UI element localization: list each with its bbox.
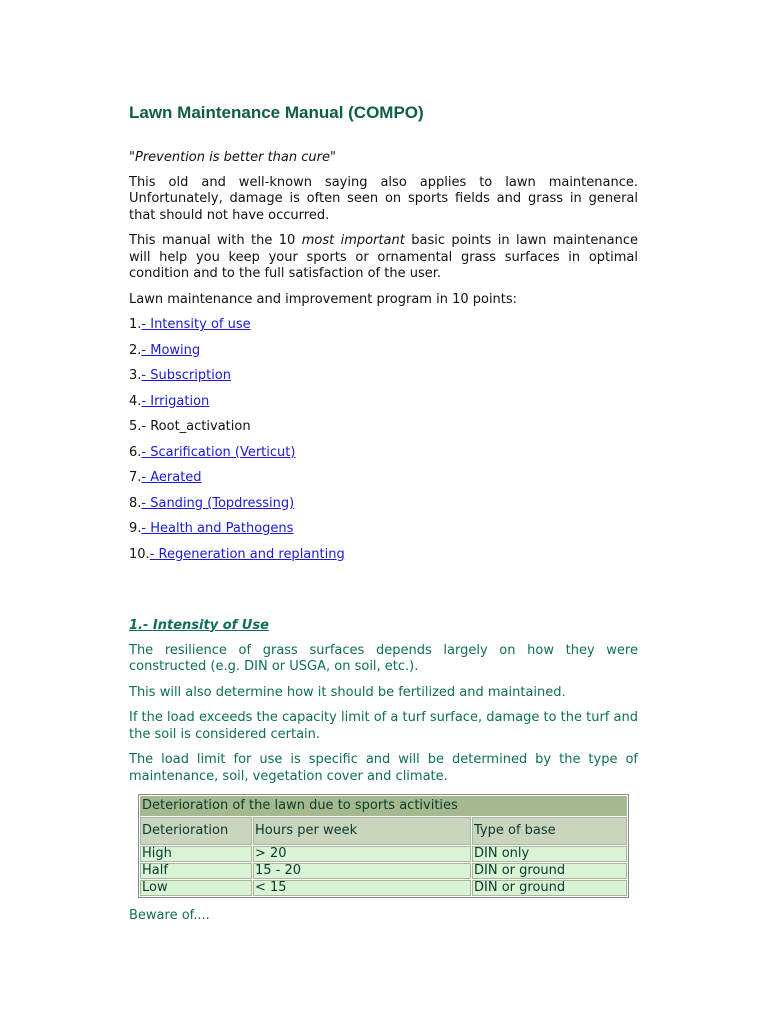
section-paragraph-4: The load limit for use is specific and will be determined by the type of maintenance, soil, vegetation cover and climate. bbox=[129, 752, 638, 784]
section-heading: 1.- Intensity of Use bbox=[129, 617, 269, 633]
toc-item-root-activation bbox=[129, 419, 638, 435]
document-content bbox=[129, 103, 638, 934]
toc-number: 10. bbox=[129, 546, 150, 562]
toc-link-intensity-of-use[interactable]: - Intensity of use bbox=[141, 317, 251, 332]
intro-paragraph-2-emphasis: most important bbox=[301, 233, 405, 248]
toc-link-subscription[interactable]: - Subscription bbox=[141, 368, 232, 383]
toc-item-subscription bbox=[129, 368, 638, 384]
toc-number: 8. bbox=[129, 495, 142, 511]
toc-link-sanding[interactable]: - Sanding (Topdressing) bbox=[141, 495, 295, 511]
table-cell: Low bbox=[140, 880, 252, 896]
toc-label-root-activation: - Root_activation bbox=[141, 419, 251, 434]
quote-close-mark: " bbox=[329, 150, 336, 165]
table-row bbox=[140, 846, 627, 862]
page-title: Lawn Maintenance Manual (COMPO) bbox=[129, 103, 424, 122]
tagline-quote bbox=[129, 150, 638, 167]
section-paragraph-2: This will also determine how it should be fertilized and maintained. bbox=[129, 684, 566, 700]
table-row bbox=[140, 863, 627, 879]
table-caption: Deterioration of the lawn due to sports activities bbox=[140, 796, 627, 816]
column-header-hours: Hours per week bbox=[253, 817, 471, 845]
toc-link-regeneration[interactable]: - Regeneration and replanting bbox=[149, 546, 345, 562]
toc-number: 4. bbox=[129, 393, 142, 409]
table-cell: High bbox=[140, 846, 252, 862]
table-of-contents bbox=[129, 317, 638, 563]
toc-number: 6. bbox=[129, 444, 142, 460]
toc-item-mowing bbox=[129, 343, 638, 359]
toc-number: 7. bbox=[129, 470, 142, 485]
toc-number: 3. bbox=[129, 368, 142, 383]
toc-item-health bbox=[129, 521, 638, 537]
table-cell: 15 - 20 bbox=[253, 863, 471, 879]
table-caption-row bbox=[140, 796, 627, 816]
toc-link-health[interactable]: - Health and Pathogens bbox=[141, 521, 294, 536]
section-paragraph-3: If the load exceeds the capacity limit of a turf surface, damage to the turf and the soil is considered certain. bbox=[129, 710, 638, 742]
toc-item-scarification bbox=[129, 445, 638, 461]
toc-item-sanding bbox=[129, 496, 638, 512]
column-header-base: Type of base bbox=[472, 817, 627, 845]
toc-link-irrigation[interactable]: - Irrigation bbox=[141, 393, 210, 409]
quote-text: Prevention is better than cure bbox=[134, 150, 330, 165]
table-header-row bbox=[140, 817, 627, 845]
table-cell: DIN or ground bbox=[472, 880, 627, 896]
table-cell: > 20 bbox=[253, 846, 471, 862]
toc-link-mowing[interactable]: - Mowing bbox=[141, 342, 201, 358]
toc-item-aerated bbox=[129, 470, 638, 486]
table-cell: Half bbox=[140, 863, 252, 879]
section-intensity-of-use bbox=[129, 618, 638, 925]
quote-open-mark: " bbox=[129, 150, 135, 165]
intro-paragraph-1: This old and well-known saying also applies to lawn maintenance. Unfortunately, damage is often seen on sports fields and grass in general that should not have occurred. bbox=[129, 174, 638, 223]
table-cell: < 15 bbox=[253, 880, 471, 896]
table-cell: DIN only bbox=[472, 846, 627, 862]
toc-number: 2. bbox=[129, 342, 142, 358]
toc-link-scarification[interactable]: - Scarification (Verticut) bbox=[141, 444, 296, 460]
closing-text: Beware of.... bbox=[129, 908, 210, 923]
toc-number: 1. bbox=[129, 317, 142, 332]
intro-paragraph-2 bbox=[129, 233, 638, 283]
program-heading: Lawn maintenance and improvement program in 10 points: bbox=[129, 291, 518, 307]
intro-paragraph-2-end: basic points in lawn maintenance will help you keep your sports or ornamental grass surfaces in optimal condition and to the full satisfaction of the user. bbox=[129, 233, 638, 281]
toc-link-aerated[interactable]: - Aerated bbox=[141, 470, 202, 485]
toc-number: 5. bbox=[129, 419, 142, 434]
toc-item-regeneration bbox=[129, 547, 638, 563]
deterioration-table bbox=[138, 794, 629, 898]
section-paragraph-1: The resilience of grass surfaces depends largely on how they were constructed (e.g. DIN or USGA, on soil, etc.). bbox=[129, 642, 638, 674]
toc-number: 9. bbox=[129, 521, 142, 536]
table-row bbox=[140, 880, 627, 896]
toc-item-intensity-of-use bbox=[129, 317, 638, 333]
intro-paragraph-2-start: This manual with the 10 bbox=[129, 233, 302, 248]
table-cell: DIN or ground bbox=[472, 863, 627, 879]
toc-item-irrigation bbox=[129, 394, 638, 410]
column-header-deterioration: Deterioration bbox=[140, 817, 252, 845]
